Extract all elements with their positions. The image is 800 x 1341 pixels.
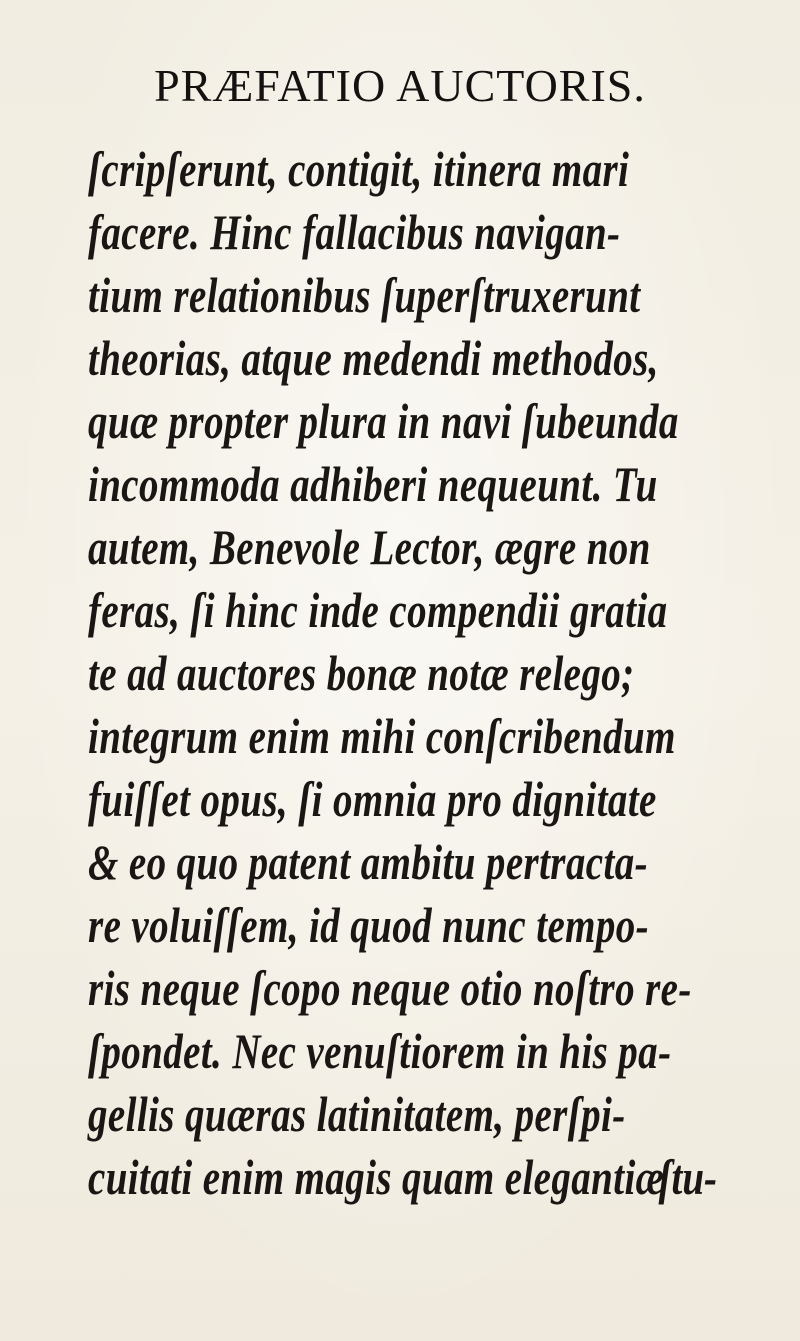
text-line: ſpondet. Nec venuſtiorem in his pa- (88, 1023, 672, 1079)
text-line: integrum enim mihi conſcribendum (88, 708, 676, 764)
text-line: fuiſſet opus, ſi omnia pro dignitate (88, 771, 657, 827)
text-line: te ad auctores bonæ notæ relego; (88, 645, 635, 701)
text-line: re voluiſſem, id quod nunc tempo- (88, 897, 650, 953)
text-line: & eo quo patent ambitu pertracta- (88, 834, 648, 890)
page-header: PRÆFATIO AUCTORIS. (154, 60, 646, 111)
text-line: gellis quæras latinitatem, perſpi- (88, 1086, 626, 1142)
text-line: tium relationibus ſuperſtruxerunt (88, 267, 641, 323)
text-line: incommoda adhiberi nequeunt. Tu (88, 456, 658, 512)
text-line: quæ propter plura in navi ſubeunda (88, 393, 679, 449)
body-text (88, 138, 728, 1209)
text-line: facere. Hinc fallacibus navigan- (88, 204, 621, 260)
text-line: autem, Benevole Lector, ægre non (88, 519, 651, 575)
text-line: feras, ſi hinc inde compendii gratia (88, 582, 668, 638)
text-line: theorias, atque medendi methodos, (88, 330, 659, 386)
text-line: ris neque ſcopo neque otio noſtro re- (88, 960, 692, 1016)
text-line: ſcripſerunt, contigit, itinera mari (88, 141, 630, 197)
text-line: cuitati enim magis quam elegantiæ (88, 1149, 665, 1205)
catchword: ſtu- (658, 1149, 717, 1205)
